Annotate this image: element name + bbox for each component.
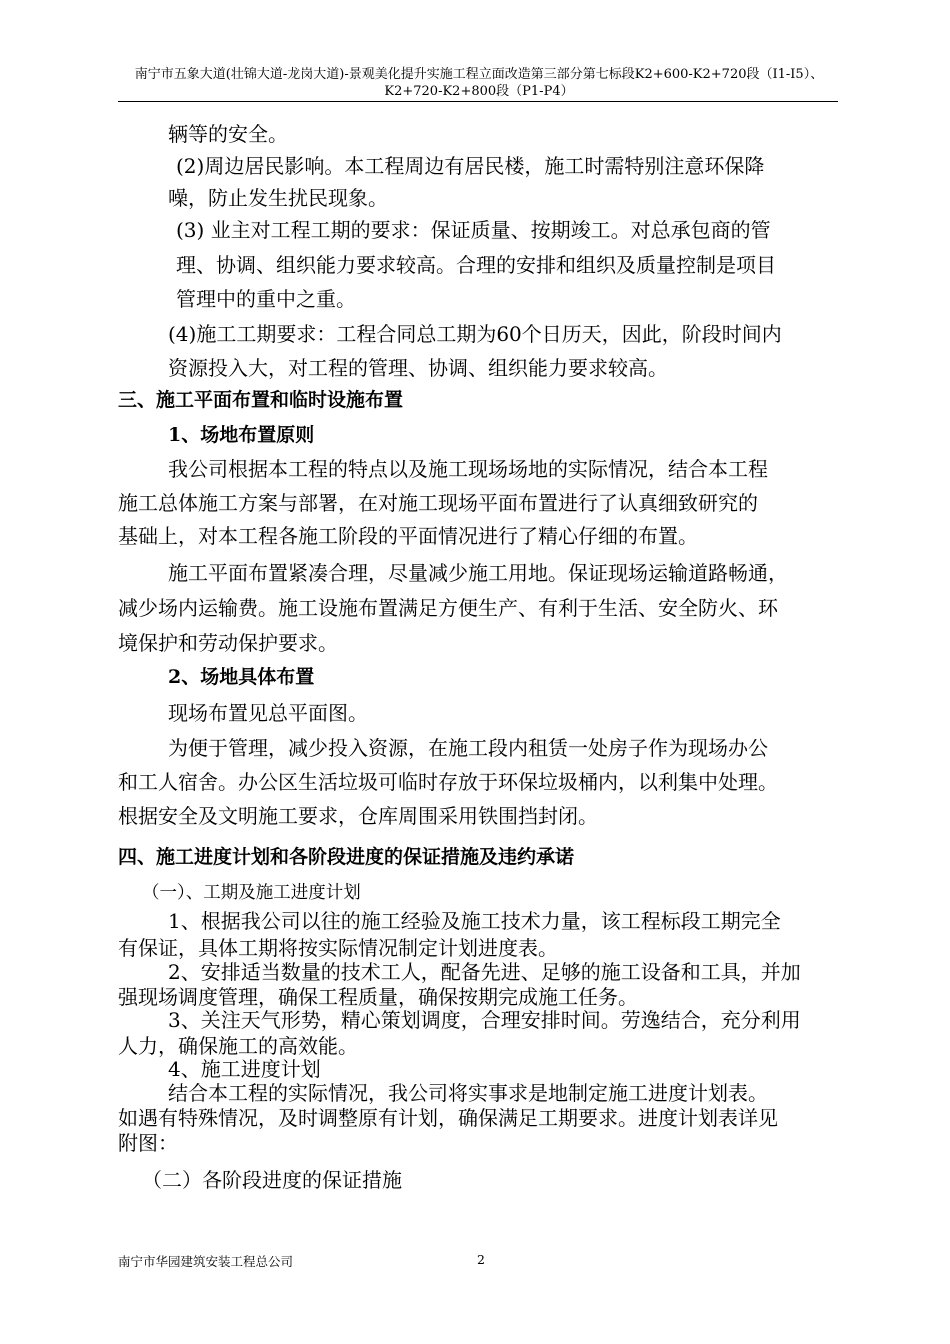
- page-number: 2: [477, 1252, 485, 1267]
- body-line: 1、根据我公司以往的施工经验及施工技术力量，该工程标段工期完全: [168, 909, 781, 933]
- body-line: 基础上，对本工程各施工阶段的平面情况进行了精心仔细的布置。: [118, 524, 698, 548]
- body-line: 理、协调、组织能力要求较高。合理的安排和组织及质量控制是项目: [176, 253, 776, 277]
- header-divider: [118, 101, 838, 102]
- subsection-heading: （二）各阶段进度的保证措施: [142, 1168, 402, 1192]
- body-line: (2)周边居民影响。本工程周边有居民楼，施工时需特别注意环保降: [176, 154, 765, 178]
- body-line: 强现场调度管理，确保工程质量，确保按期完成施工任务。: [118, 985, 638, 1009]
- body-line: 我公司根据本工程的特点以及施工现场场地的实际情况，结合本工程: [168, 457, 768, 481]
- body-line: 现场布置见总平面图。: [168, 701, 368, 725]
- page-header-title: 南宁市五象大道(壮锦大道-龙岗大道)-景观美化提升实施工程立面改造第三部分第七标段K2+600-K2+720段（I1-I5）、K2+720-K2+800段（P1-P4）: [134, 67, 824, 99]
- body-line: 资源投入大，对工程的管理、协调、组织能力要求较高。: [168, 356, 668, 380]
- body-line: 4、施工进度计划: [168, 1057, 321, 1081]
- body-line: 施工平面布置紧凑合理，尽量减少施工用地。保证现场运输道路畅通，: [168, 561, 788, 585]
- body-line: 2、安排适当数量的技术工人，配备先进、足够的施工设备和工具，并加: [168, 960, 801, 984]
- body-line: 如遇有特殊情况，及时调整原有计划，确保满足工期要求。进度计划表详见: [118, 1106, 778, 1130]
- body-line: 有保证，具体工期将按实际情况制定计划进度表。: [118, 936, 558, 960]
- body-line: 结合本工程的实际情况，我公司将实事求是地制定施工进度计划表。: [168, 1081, 768, 1105]
- footer-company: 南宁市华园建筑安装工程总公司: [118, 1254, 294, 1269]
- body-line: 根据安全及文明施工要求，仓库周围采用铁围挡封闭。: [118, 804, 598, 828]
- body-line: 人力，确保施工的高效能。: [118, 1034, 358, 1058]
- subsection-heading: （一）、工期及施工进度计划: [142, 883, 361, 903]
- body-line: 管理中的重中之重。: [176, 287, 356, 311]
- body-line: 3、关注天气形势，精心策划调度，合理安排时间。劳逸结合，充分利用: [168, 1008, 801, 1032]
- body-line: 噪，防止发生扰民现象。: [168, 186, 388, 210]
- section-heading: 四、施工进度计划和各阶段进度的保证措施及违约承诺: [118, 846, 575, 868]
- section-heading: 三、施工平面布置和临时设施布置: [118, 389, 404, 411]
- subsection-heading: 2、场地具体布置: [168, 666, 315, 688]
- body-line: 辆等的安全。: [168, 122, 288, 146]
- body-line: 附图：: [118, 1131, 178, 1155]
- body-line: (4)施工工期要求：工程合同总工期为60个日历天，因此，阶段时间内: [168, 322, 782, 346]
- body-line: (3) 业主对工程工期的要求：保证质量、按期竣工。对总承包商的管: [176, 218, 771, 242]
- body-line: 和工人宿舍。办公区生活垃圾可临时存放于环保垃圾桶内，以利集中处理。: [118, 770, 778, 794]
- body-line: 为便于管理，减少投入资源，在施工段内租赁一处房子作为现场办公: [168, 736, 768, 760]
- subsection-heading: 1、场地布置原则: [168, 424, 315, 446]
- body-line: 境保护和劳动保护要求。: [118, 631, 338, 655]
- body-line: 减少场内运输费。施工设施布置满足方便生产、有利于生活、安全防火、环: [118, 596, 778, 620]
- body-line: 施工总体施工方案与部署，在对施工现场平面布置进行了认真细致研究的: [118, 491, 758, 515]
